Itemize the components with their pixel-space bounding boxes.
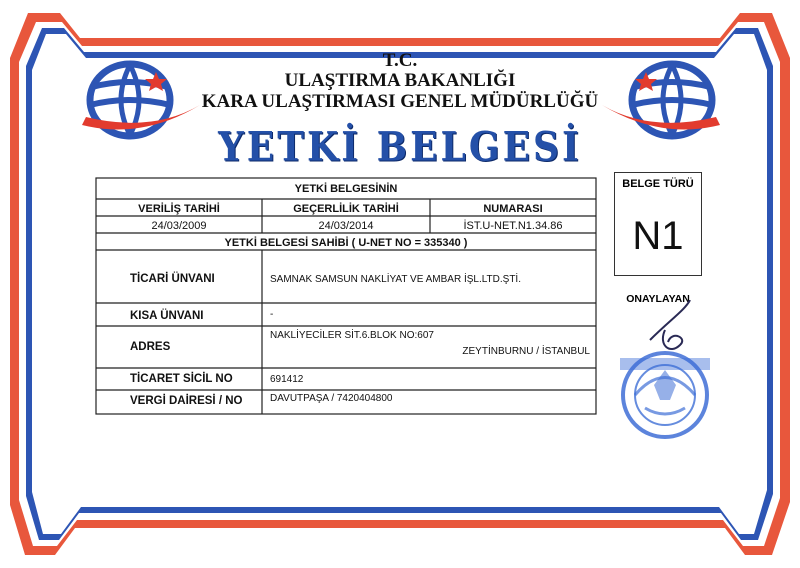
certificate-type-value: N1 [632, 214, 684, 258]
header-directorate: KARA ULAŞTIRMASI GENEL MÜDÜRLÜĞÜ [201, 91, 599, 112]
tax-value: DAVUTPAŞA / 7420404800 [270, 393, 393, 404]
tax-label: VERGİ DAİRESİ / NO [130, 395, 243, 407]
section-title: YETKİ BELGESİNİN [294, 183, 398, 195]
certificate-type-label: BELGE TÜRÜ [622, 178, 694, 190]
issue-date-value: 24/03/2009 [151, 220, 207, 232]
trade-name-label: TİCARİ ÜNVANI [130, 273, 215, 285]
column-issue-date: VERİLİŞ TARİHİ [138, 203, 220, 215]
registry-label: TİCARET SİCİL NO [130, 373, 233, 385]
address-line2: ZEYTİNBURNU / İSTANBUL [462, 346, 590, 357]
short-name-value: - [270, 309, 274, 320]
owner-header: YETKİ BELGESİ SAHİBİ ( U-NET NO = 335340 ) [224, 237, 468, 249]
document-title: YETKİ BELGESİ [218, 123, 582, 171]
number-value: İST.U-NET.N1.34.86 [463, 220, 563, 232]
registry-value: 691412 [270, 374, 304, 385]
address-label: ADRES [130, 341, 171, 353]
column-validity-date: GEÇERLİLİK TARİHİ [293, 203, 399, 215]
validity-date-value: 24/03/2014 [318, 220, 374, 232]
address-line1: NAKLİYECİLER SİT.6.BLOK NO:607 [270, 330, 434, 341]
official-seal-signature [610, 300, 730, 450]
short-name-label: KISA ÜNVANI [130, 310, 204, 322]
trade-name-value: SAMNAK SAMSUN NAKLİYAT VE AMBAR İŞL.LTD.ŞTİ. [270, 274, 521, 285]
header-ministry: ULAŞTIRMA BAKANLIĞI [284, 70, 516, 91]
column-number: NUMARASI [483, 203, 543, 215]
header-tc: T.C. [382, 50, 418, 71]
approval-label: ONAYLAYAN [626, 293, 690, 305]
